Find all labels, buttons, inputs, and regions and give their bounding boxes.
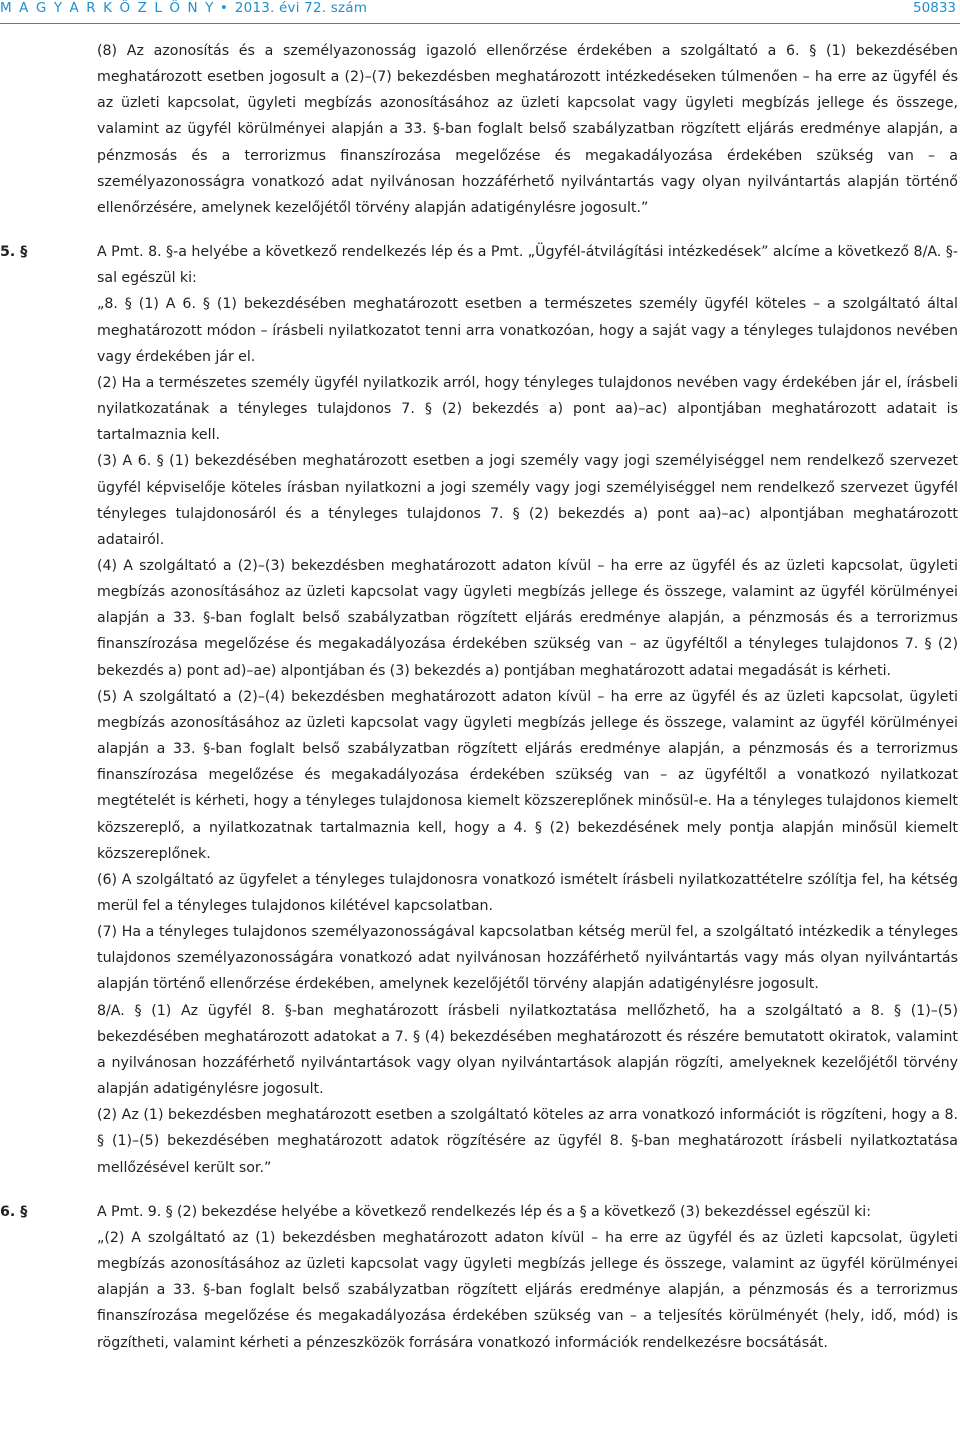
issue-label: 2013. évi 72. szám [234,0,368,16]
section-paragraph: (2) Az (1) bekezdésben meghatározott esetben a szolgáltató köteles az arra vonatkozó információt is rögzíteni, hogy a 8. § (1)–(5) bekezdésében meghatározott adatok rögzítésére az ügyfél 8. §-ban meghatározott írásbeli nyilatkoztatása mellőzésével került sor.” [97,1107,958,1176]
page-header [0,0,960,32]
section-paragraph: 8/A. § (1) Az ügyfél 8. §-ban meghatározott írásbeli nyilatkoztatása mellőzhető, ha a szolgáltató a 8. § (1)–(5) bekezdésében meghatározott adatokat a 7. § (4) bekezdésében meghatározott és részére bemutatott okiratok, valamint a nyilvánosan hozzáférhető nyilvántartások vagy olyan nyilvántartások alapján rögzíti, amelyeknek kezelőjétől törvény alapján adatigénylésre jogosult. [97,1002,958,1098]
section-paragraph: „(2) A szolgáltató az (1) bekezdésben meghatározott adaton kívül – ha erre az ügyfél és az üzleti kapcsolat, ügyleti megbízás azonosításához az üzleti kapcsolat vagy ügyleti megbízás jellege és összege, valamint az ügyfél körülményei alapján a 33. §-ban foglalt belső szabályzatban rögzített eljárás eredménye alapján, a pénzmosás és a terrorizmus finanszírozása megelőzése és megakadályozása érdekében szükség van – a teljesítés körülményét (hely, idő, mód) is rögzítheti, valamint kérheti a pénzeszközök forrására vonatkozó információk rendelkezésre bocsátását. [97,1229,958,1351]
section-paragraph: (5) A szolgáltató a (2)–(4) bekezdésben meghatározott adaton kívül – ha erre az ügyfél és az üzleti kapcsolat, ügyleti megbízás azonosításához az üzleti kapcsolat vagy ügyleti megbízás jellege és összege, valamint az ügyfél körülményei alapján a 33. §-ban foglalt belső szabályzatban rögzített eljárás eredménye alapján, a pénzmosás és a terrorizmus finanszírozása megelőzése és megakadályozása érdekében szükség van – az ügyféltől a vonatkozó nyilatkozat megtételét is kérheti, hogy a tényleges tulajdonosa kiemelt közszereplőnek minősül-e. Ha a tényleges tulajdonos kiemelt közszereplő, a nyilatkozatnak tartalmaznia kell, hogy a 4. § (2) bekezdésének mely pontja alapján minősül kiemelt közszereplőnek. [97,688,958,862]
section-number: 5. § [0,244,28,261]
page-number: 50833 [913,0,956,16]
section-5 [0,239,958,1181]
section-paragraph: (2) Ha a természetes személy ügyfél nyilatkozik arról, hogy tényleges tulajdonos nevében vagy érdekében jár el, írásbeli nyilatkozatának a tényleges tulajdonos 7. § (2) bekezdés a) pont aa)–ac) alpontjában meghatározott adatait is tartalmaznia kell. [97,374,958,444]
section-paragraph: „8. § (1) A 6. § (1) bekezdésében meghatározott esetben a természetes személy ügyfél köteles – a szolgáltató által meghatározott módon – írásbeli nyilatkozatot tenni arra vonatkozóan, hogy a saját vagy a tényleges tulajdonos nevében vagy érdekében jár el. [97,296,958,365]
document-body [0,38,958,1356]
section-lead: A Pmt. 8. §-a helyébe a következő rendelkezés lép és a Pmt. „Ügyfél-átvilágítási intézkedések” alcíme a következő 8/A. §-sal egészül ki: [97,244,958,287]
section-number: 6. § [0,1203,28,1220]
paragraph-8: (8) Az azonosítás és a személyazonosság igazoló ellenőrzése érdekében a szolgáltató a 6. § (1) bekezdésében meghatározott esetben jogosult a (2)–(7) bekezdésben meghatározott intézkedéseken túlmenően – ha erre az ügyfél és az üzleti kapcsolat, ügyleti megbízás azonosításához az üzleti kapcsolat vagy ügyleti megbízás jellege és összege, valamint az ügyfél körülményei alapján a 33. §-ban foglalt belső szabályzatban rögzített eljárás eredménye alapján, a pénzmosás és a terrorizmus finanszírozása megelőzése és megakadályozása érdekében szükség van – a személyazonosságra vonatkozó adat nyilvánosan hozzáférhető nyilvántartás vagy olyan nyilvántartás alapján történő ellenőrzésére, amelynek kezelőjétől törvény alapján adatigénylésre jogosult.” [97,43,958,216]
header-bullet: • [219,0,228,16]
section-paragraph: (3) A 6. § (1) bekezdésében meghatározott esetben a jogi személy vagy jogi személyiséggel nem rendelkező szervezet ügyfél képviselője köteles írásban nyilatkozni a jogi személy vagy jogi személyiséggel nem rendelkező szervezet ügyfél tényleges tulajdonosáról és a tényleges tulajdonos 7. § (2) bekezdés a) pont aa)–ac) alpontjában meghatározott adatairól. [97,453,958,548]
section-paragraph: (4) A szolgáltató a (2)–(3) bekezdésben meghatározott adaton kívül – ha erre az ügyfél és az üzleti kapcsolat, ügyleti megbízás azonosításához az üzleti kapcsolat vagy ügyleti megbízás jellege és összege, valamint az ügyfél körülményei alapján a 33. §-ban foglalt belső szabályzatban rögzített eljárás eredménye alapján, a pénzmosás és a terrorizmus finanszírozása megelőzése és megakadályozása érdekében szükség van – az ügyféltől a tényleges tulajdonos 7. § (2) bekezdés a) pont ad)–ae) alpontjában és (3) bekezdés a) pontjában meghatározott adatai megadását is kérheti. [97,557,958,679]
header-publication [0,0,367,16]
section-6 [0,1199,958,1356]
section-paragraph: (6) A szolgáltató az ügyfelet a tényleges tulajdonosra vonatkozó ismételt írásbeli nyilatkozattételre szólítja fel, ha kétség merül fel a tényleges tulajdonos kilétével kapcsolatban. [97,871,958,914]
section-paragraph: (7) Ha a tényleges tulajdonos személyazonosságával kapcsolatban kétség merül fel, a szolgáltató intézkedik a tényleges tulajdonos személyazonosságára vonatkozó adat nyilvánosan hozzáférhető nyilvántartás vagy más olyan nyilvántartás alapján történő ellenőrzése érdekében, amelynek kezelőjétől törvény alapján adatigénylésre jogosult. [97,924,958,993]
header-divider [0,23,960,24]
section-lead: A Pmt. 9. § (2) bekezdése helyébe a következő rendelkezés lép és a § a következő (3) bekezdéssel egészül ki: [97,1203,872,1220]
publication-name: M A G Y A R K Ö Z L Ö N Y [0,0,215,16]
